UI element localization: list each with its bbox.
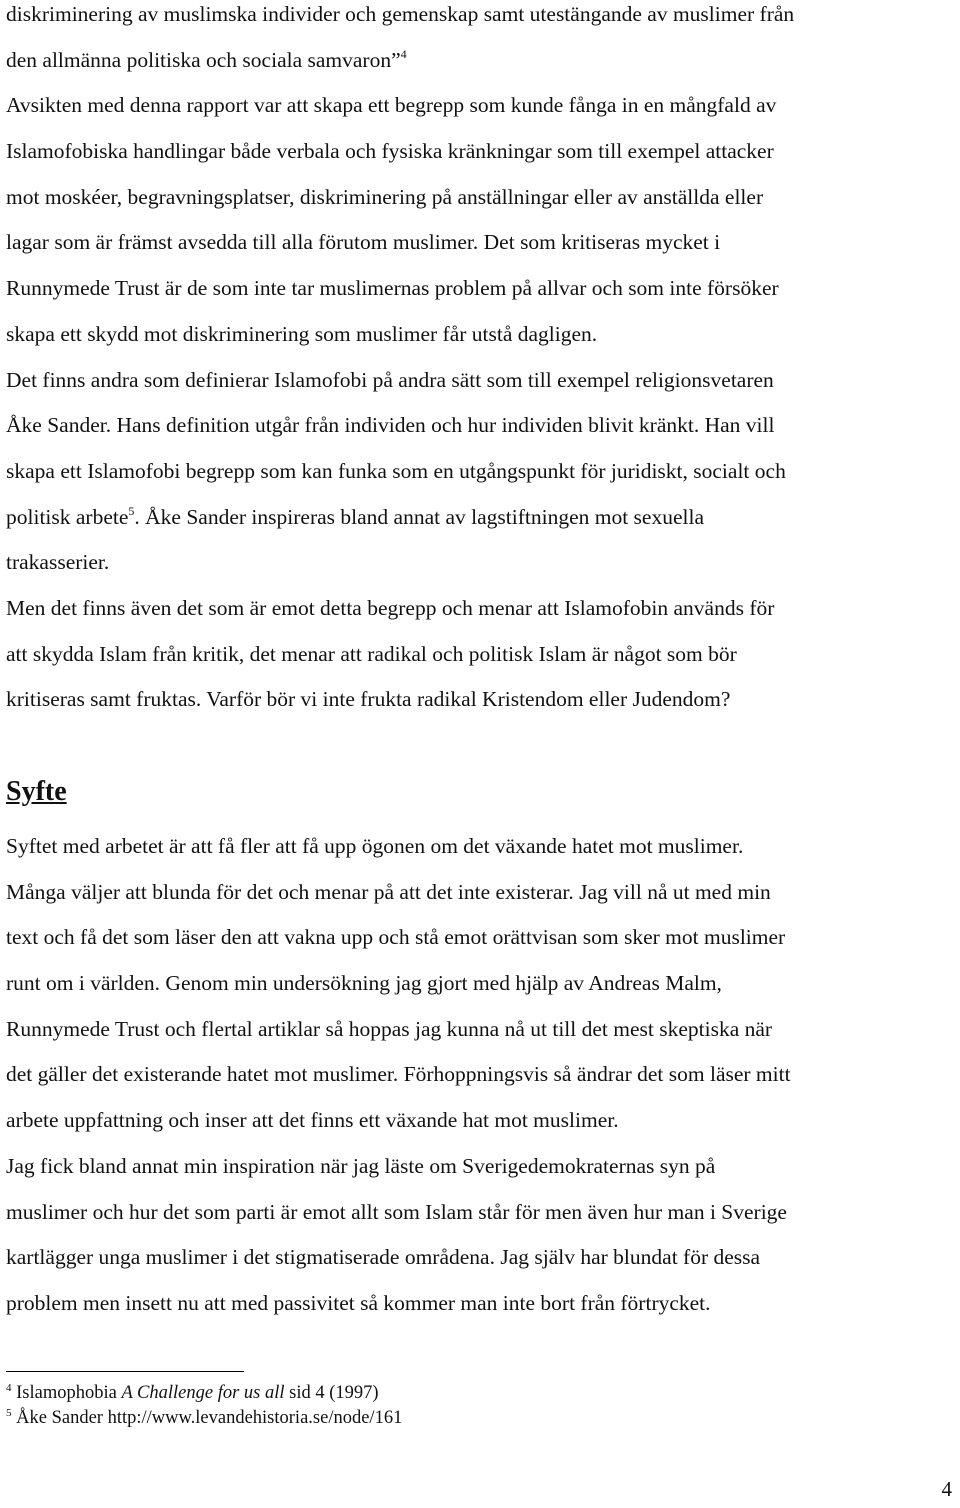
text-line	[6, 0, 952, 38]
text-line	[6, 915, 791, 961]
text-line-content: Runnymede Trust och flertal artiklar så hoppas jag kunna nå ut till det mest skeptiska när	[6, 1016, 773, 1041]
text-line	[6, 677, 952, 723]
text-line	[6, 1098, 791, 1144]
text-line-content: att skydda Islam från kritik, det menar att radikal och politisk Islam är något som bör	[6, 641, 737, 666]
text-line-content: Avsikten med denna rapport var att skapa ett begrepp som kunde fånga in en mångfald av	[6, 93, 777, 118]
text-line	[6, 495, 952, 541]
document-page	[6, 0, 952, 1428]
text-line	[6, 586, 952, 632]
footnote-4-number: 4	[6, 1382, 12, 1394]
text-line	[6, 824, 791, 870]
text-line-content: Islamofobiska handlingar både verbala och fysiska kränkningar som till exempel attacker	[6, 139, 774, 164]
text-line-content: text och få det som läser den att vakna upp och stå emot orättvisan som sker mot muslimer	[6, 925, 786, 950]
section-heading-syfte: Syfte	[6, 776, 67, 807]
text-line	[6, 1281, 791, 1327]
body-text-syfte	[6, 824, 791, 1327]
footnote-4-text: Islamophobia	[16, 1383, 122, 1403]
text-line-content: politisk arbete	[6, 504, 129, 529]
text-line-content: muslimer och hur det som parti är emot allt som Islam står för men även hur man i Sverige	[6, 1199, 787, 1224]
footnote-5	[6, 1406, 402, 1431]
text-line-content: skapa ett Islamofobi begrepp som kan funka som en utgångspunkt för juridiskt, socialt och	[6, 458, 786, 483]
text-line-content: runt om i världen. Genom min undersökning jag gjort med hjälp av Andreas Malm,	[6, 971, 722, 996]
text-line	[6, 1144, 791, 1190]
text-line-content: arbete uppfattning och inser att det finns ett växande hat mot muslimer.	[6, 1108, 619, 1133]
text-line	[6, 1052, 791, 1098]
footnote-4-rest: sid 4 (1997)	[284, 1383, 379, 1403]
text-line	[6, 129, 952, 175]
text-line-content: mot moskéer, begravningsplatser, diskriminering på anställningar eller av anställda eller	[6, 184, 764, 209]
text-line-content: diskriminering av muslimska individer och gemenskap samt utestängande av muslimer från	[6, 2, 795, 26]
text-line	[6, 632, 952, 678]
text-line-content: Åke Sander. Hans definition utgår från individen och hur individen blivit kränkt. Han vill	[6, 413, 775, 438]
text-line	[6, 1235, 791, 1281]
footnote-separator	[6, 1371, 244, 1372]
text-line	[6, 449, 952, 495]
footnote-4	[6, 1381, 402, 1406]
text-line	[6, 220, 952, 266]
text-line-content: Men det finns även det som är emot detta begrepp och menar att Islamofobin används för	[6, 595, 775, 620]
text-line-content: kritiseras samt fruktas. Varför bör vi inte frukta radikal Kristendom eller Judendom?	[6, 687, 731, 712]
footnotes	[6, 1381, 402, 1431]
text-line	[6, 83, 952, 129]
text-line-content: det gäller det existerande hatet mot muslimer. Förhoppningsvis så ändrar det som läser mitt	[6, 1062, 791, 1087]
body-text-intro	[6, 0, 952, 723]
text-line-content: problem men insett nu att med passivitet så kommer man inte bort från förtrycket.	[6, 1290, 711, 1315]
text-line-content: skapa ett skydd mot diskriminering som muslimer får utstå dagligen.	[6, 321, 598, 346]
text-line-content: Många väljer att blunda för det och menar på att det inte existerar. Jag vill nå ut med min	[6, 879, 771, 904]
text-line	[6, 312, 952, 358]
text-line	[6, 38, 952, 84]
text-line	[6, 403, 952, 449]
text-line-content: Jag fick bland annat min inspiration när jag läste om Sverigedemokraternas syn på	[6, 1153, 716, 1178]
text-line	[6, 1007, 791, 1053]
text-line-content: Syftet med arbetet är att få fler att få upp ögonen om det växande hatet mot muslimer.	[6, 834, 744, 858]
text-line-content: lagar som är främst avsedda till alla förutom muslimer. Det som kritiseras mycket i	[6, 230, 721, 255]
text-line	[6, 870, 791, 916]
footnote-reference: 5	[128, 503, 135, 518]
text-line-content: Det finns andra som definierar Islamofobi på andra sätt som till exempel religionsvetaren	[6, 367, 774, 392]
text-line	[6, 540, 952, 586]
text-line	[6, 175, 952, 221]
footnote-reference: 4	[400, 46, 407, 61]
footnote-5-text: Åke Sander http://www.levandehistoria.se/node/161	[16, 1408, 403, 1428]
text-line	[6, 961, 791, 1007]
text-line-content: kartlägger unga muslimer i det stigmatiserade områdena. Jag själv har blundat för dessa	[6, 1245, 761, 1270]
page-number: 4	[941, 1477, 952, 1501]
footnote-4-title: A Challenge for us all	[121, 1383, 285, 1403]
text-line	[6, 1190, 791, 1236]
text-line-continuation: . Åke Sander inspireras bland annat av lagstiftningen mot sexuella	[134, 504, 704, 529]
text-line	[6, 266, 952, 312]
footnote-5-number: 5	[6, 1407, 12, 1419]
text-line-content: den allmänna politiska och sociala samvaron”	[6, 47, 401, 72]
text-line-content: Runnymede Trust är de som inte tar muslimernas problem på allvar och som inte försöker	[6, 276, 779, 301]
text-line	[6, 358, 952, 404]
text-line-content: trakasserier.	[6, 550, 110, 575]
